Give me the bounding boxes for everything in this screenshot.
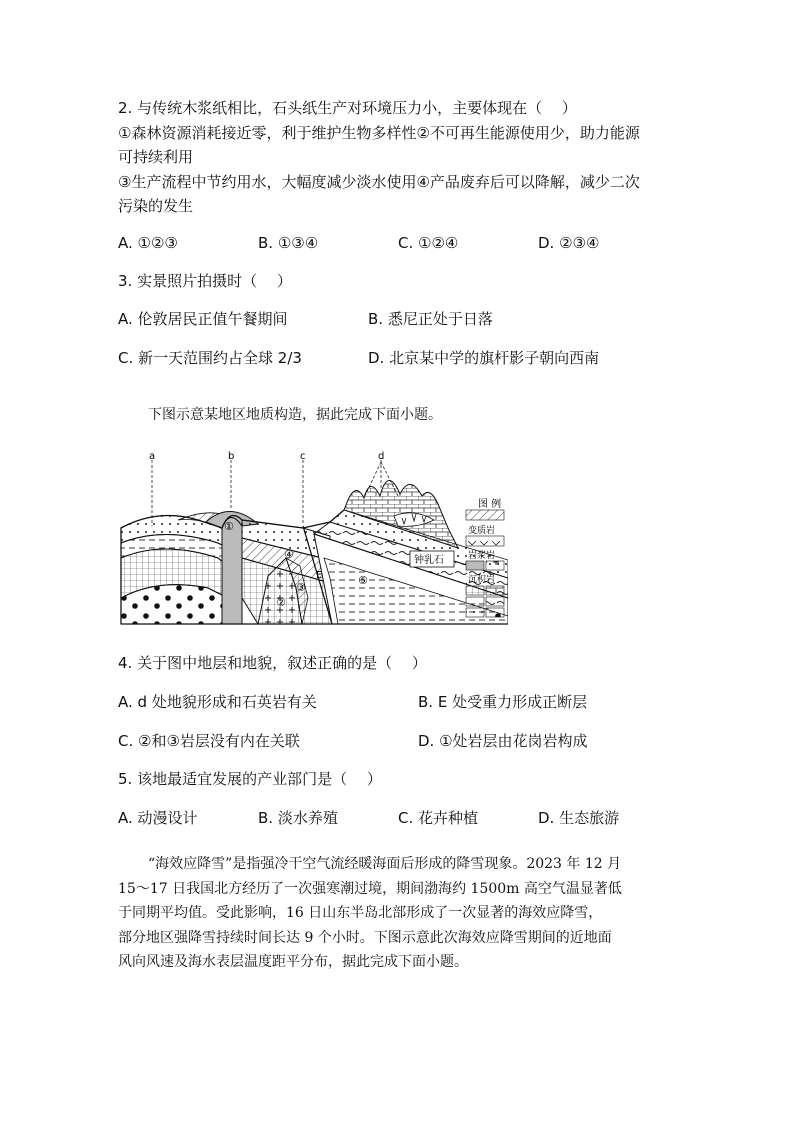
q4-option-c: C. ②和③岩层没有内在关联 <box>118 732 300 750</box>
legend-sedimentary: 沉积岩 <box>468 575 496 585</box>
q3-option-a: A. 伦敦居民正值午餐期间 <box>118 310 288 328</box>
q3-option-b: B. 悉尼正处于日落 <box>368 310 493 328</box>
q4-option-b: B. E 处受重力形成正断层 <box>418 693 588 711</box>
q5-stem: 5. 该地最适宜发展的产业部门是（ ） <box>118 770 382 788</box>
q4-stem: 4. 关于图中地层和地貌，叙述正确的是（ ） <box>118 654 427 672</box>
intro-geology: 下图示意某地区地质构造，据此完成下面小题。 <box>148 407 442 423</box>
label-c: c <box>300 451 306 462</box>
marker-2: ② <box>276 596 286 609</box>
q5-option-a: A. 动漫设计 <box>118 809 198 827</box>
marker-e: E <box>316 570 323 581</box>
intro-snow-line: 部分地区强降雪持续时间长达 9 个小时。下图示意此次海效应降雪期间的近地面 <box>118 930 612 946</box>
q2-item-line: ③生产流程中节约用水，大幅度减少淡水使用④产品废弃后可以降解，减少二次 <box>118 173 640 191</box>
q4-option-a: A. d 处地貌形成和石英岩有关 <box>118 693 317 711</box>
legend-title: 图 例 <box>478 499 502 510</box>
cave-label: 钟乳石 <box>414 555 444 566</box>
q2-option-d: D. ②③④ <box>538 234 600 252</box>
intro-snow-line: “海效应降雪”是指强冷干空气流经暖海面后形成的降雪现象。2023 年 12 月 <box>148 856 622 872</box>
q4-option-d: D. ①处岩层由花岗岩构成 <box>418 732 588 750</box>
q2-item-line: ①森林资源消耗接近零，利于维护生物多样性②不可再生能源使用少，助力能源 <box>118 124 640 142</box>
marker-4: ④ <box>284 548 294 561</box>
label-a: a <box>149 451 156 462</box>
q2-stem: 2. 与传统木浆纸相比，石头纸生产对环境压力小，主要体现在（ ） <box>118 99 577 117</box>
intro-snow-line: 15～17 日我国北方经历了一次强寒潮过境，期间渤海约 1500m 高空气温显著低 <box>118 881 622 897</box>
legend-magmatic: 岩浆岩 <box>468 551 496 561</box>
q5-option-d: D. 生态旅游 <box>538 809 620 827</box>
legend-metamorphic: 变质岩 <box>468 526 496 536</box>
q2-item-line: 污染的发生 <box>118 197 194 215</box>
geology-cross-section <box>118 448 508 628</box>
q2-option-c: C. ①②④ <box>398 234 459 252</box>
marker-3: ③ <box>296 581 306 594</box>
intro-snow-line: 风向风速及海水表层温度距平分布，据此完成下面小题。 <box>118 954 468 970</box>
q3-option-d: D. 北京某中学的旗杆影子朝向西南 <box>368 349 600 367</box>
q2-option-b: B. ①③④ <box>258 234 319 252</box>
intro-snow-line: 于同期平均值。受此影响，16 日山东半岛北部形成了一次显著的海效应降雪， <box>118 905 603 921</box>
q2-option-a: A. ①②③ <box>118 234 178 252</box>
q2-item-line: 可持续利用 <box>118 148 194 166</box>
q5-option-c: C. 花卉种植 <box>398 809 479 827</box>
marker-1: ① <box>224 520 234 533</box>
label-b: b <box>228 451 235 462</box>
q3-stem: 3. 实景照片拍摄时（ ） <box>118 272 292 290</box>
label-d: d <box>378 451 385 462</box>
q5-option-b: B. 淡水养殖 <box>258 809 338 827</box>
q3-option-c: C. 新一天范围约占全球 2/3 <box>118 349 302 367</box>
marker-5: ⑤ <box>358 574 368 587</box>
